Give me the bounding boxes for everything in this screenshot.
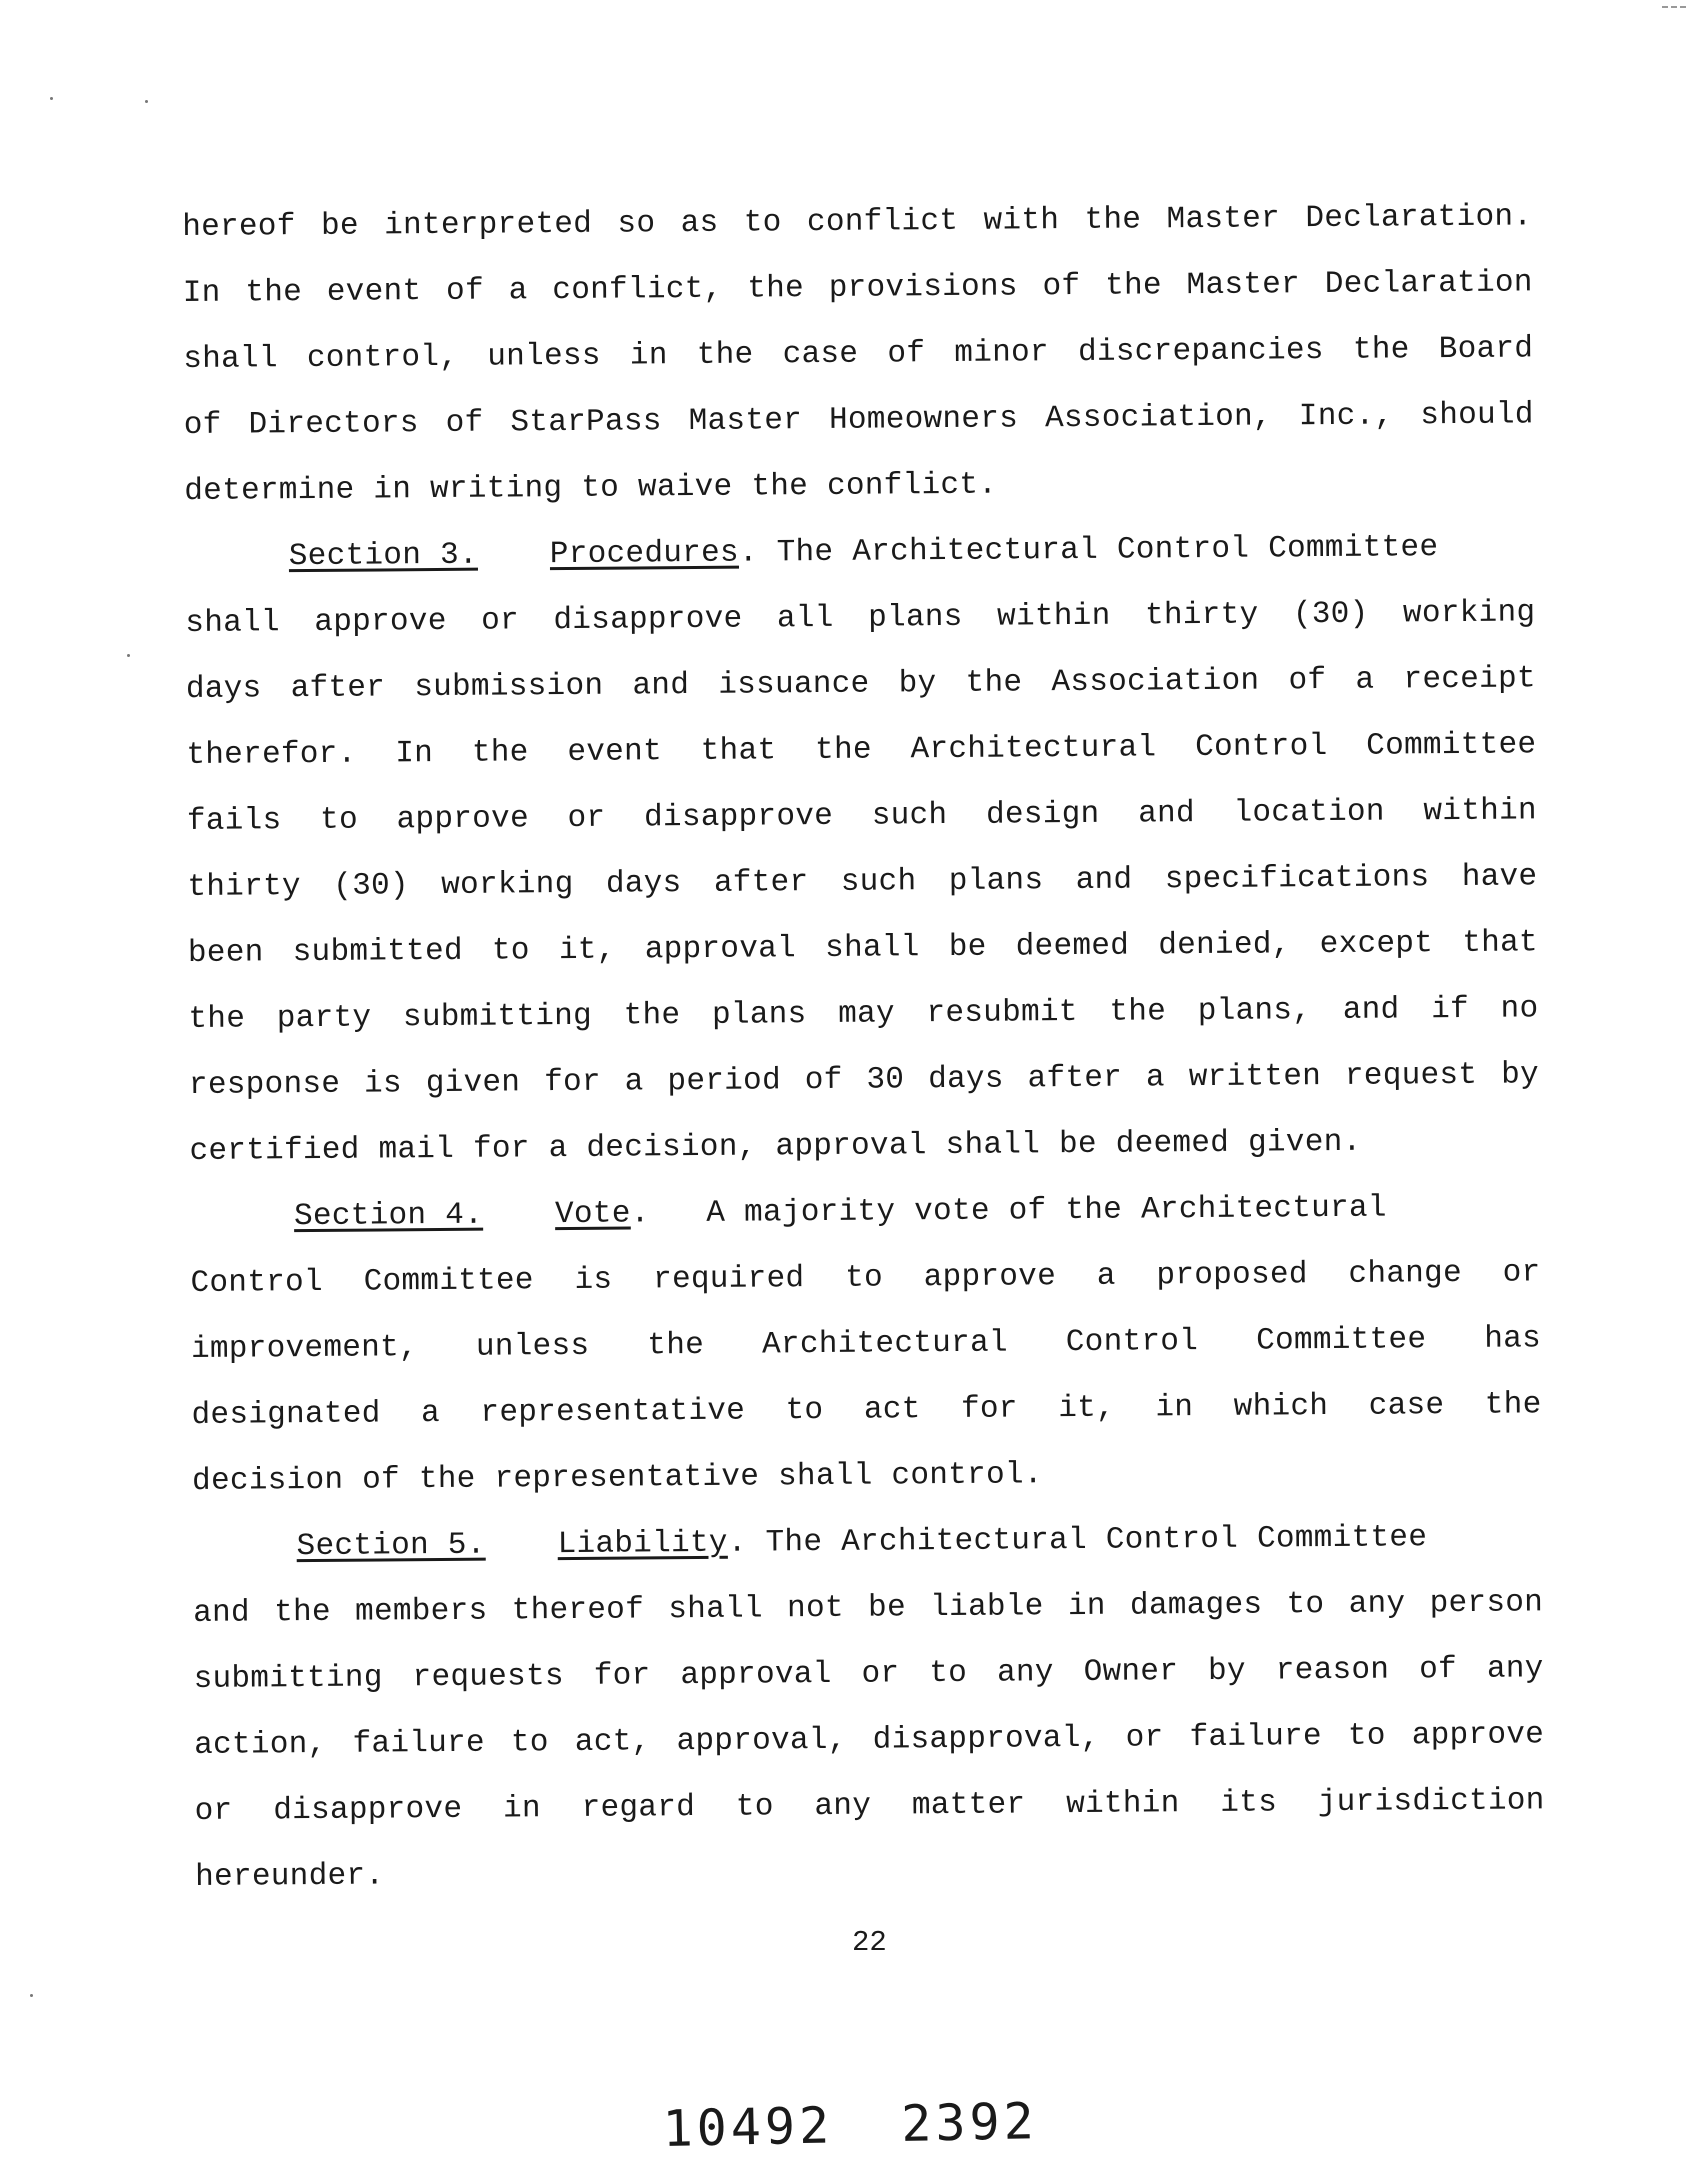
scan-speck	[30, 1994, 33, 1997]
section-heading-line	[192, 1504, 1542, 1581]
text-line: improvement, unless the Architectural Control Committee has	[190, 1321, 1542, 1367]
text-line: fails to approve or disapprove such design and location within	[186, 793, 1538, 839]
text-line: of Directors of StarPass Master Homeowners Association, Inc., should	[183, 397, 1534, 443]
text-line: therefor. In the event that the Architectural Control Committee	[186, 727, 1537, 773]
section-4-vote	[190, 1174, 1543, 1515]
scan-speck	[127, 654, 130, 657]
section-title: Liability	[557, 1525, 728, 1563]
text-fragment: . The Architectural Control Committee	[738, 530, 1439, 571]
text-line: determine in writing to waive the conflict.	[184, 467, 998, 509]
section-heading-line	[185, 514, 1535, 591]
text-fragment: . The Architectural Control Committee	[727, 1520, 1428, 1561]
text-line: certified mail for a decision, approval shall be deemed given.	[189, 1124, 1362, 1169]
text-line: submitting requests for approval or to any Owner by reason of any	[193, 1651, 1544, 1697]
section-label: Section 3.	[288, 537, 479, 575]
section-3-procedures	[185, 514, 1540, 1185]
text-line: shall control, unless in the case of minor discrepancies the Board	[183, 331, 1534, 377]
text-line: action, failure to act, approval, disapproval, or failure to approve	[194, 1717, 1545, 1763]
text-line: Control Committee is required to approve a proposed change or	[190, 1255, 1541, 1301]
section-title: Vote	[554, 1196, 631, 1233]
recording-stamp-number: 10492 2392	[662, 2092, 1039, 2158]
scan-speck	[145, 100, 148, 103]
text-line: shall approve or disapprove all plans within thirty (30) working	[185, 595, 1536, 641]
section-title: Procedures	[549, 535, 740, 573]
text-line: or disapprove in regard to any matter within its jurisdiction	[194, 1783, 1545, 1829]
section-label: Section 5.	[296, 1527, 486, 1565]
section-heading-line	[190, 1174, 1540, 1251]
page-number: 22	[852, 1926, 887, 1959]
text-fragment: . A majority vote of the Architectural	[630, 1190, 1387, 1232]
section-label: Section 4.	[293, 1197, 484, 1235]
corner-scan-mark	[1662, 6, 1686, 8]
text-line: hereof be interpreted so as to conflict with the Master Declaration.	[182, 199, 1533, 245]
text-line: In the event of a conflict, the provisions of the Master Declaration	[182, 265, 1533, 311]
text-line: been submitted to it, approval shall be deemed denied, except that	[187, 925, 1539, 971]
text-line: hereunder.	[195, 1858, 385, 1895]
document-body	[182, 184, 1545, 1911]
text-line: thirty (30) working days after such plans and specifications have	[187, 859, 1538, 905]
text-line: response is given for a period of 30 days after a written request by	[188, 1057, 1540, 1103]
scan-speck	[50, 97, 53, 100]
section-5-liability	[192, 1504, 1545, 1911]
text-line: days after submission and issuance by the Association of a receipt	[185, 661, 1536, 707]
text-line: decision of the representative shall control.	[191, 1457, 1043, 1499]
text-line: and the members thereof shall not be liable in damages to any person	[193, 1585, 1544, 1631]
text-line: designated a representative to act for it, in which case the	[191, 1387, 1542, 1433]
paragraph-intro	[182, 184, 1535, 525]
text-line: the party submitting the plans may resubmit the plans, and if no	[188, 991, 1539, 1037]
